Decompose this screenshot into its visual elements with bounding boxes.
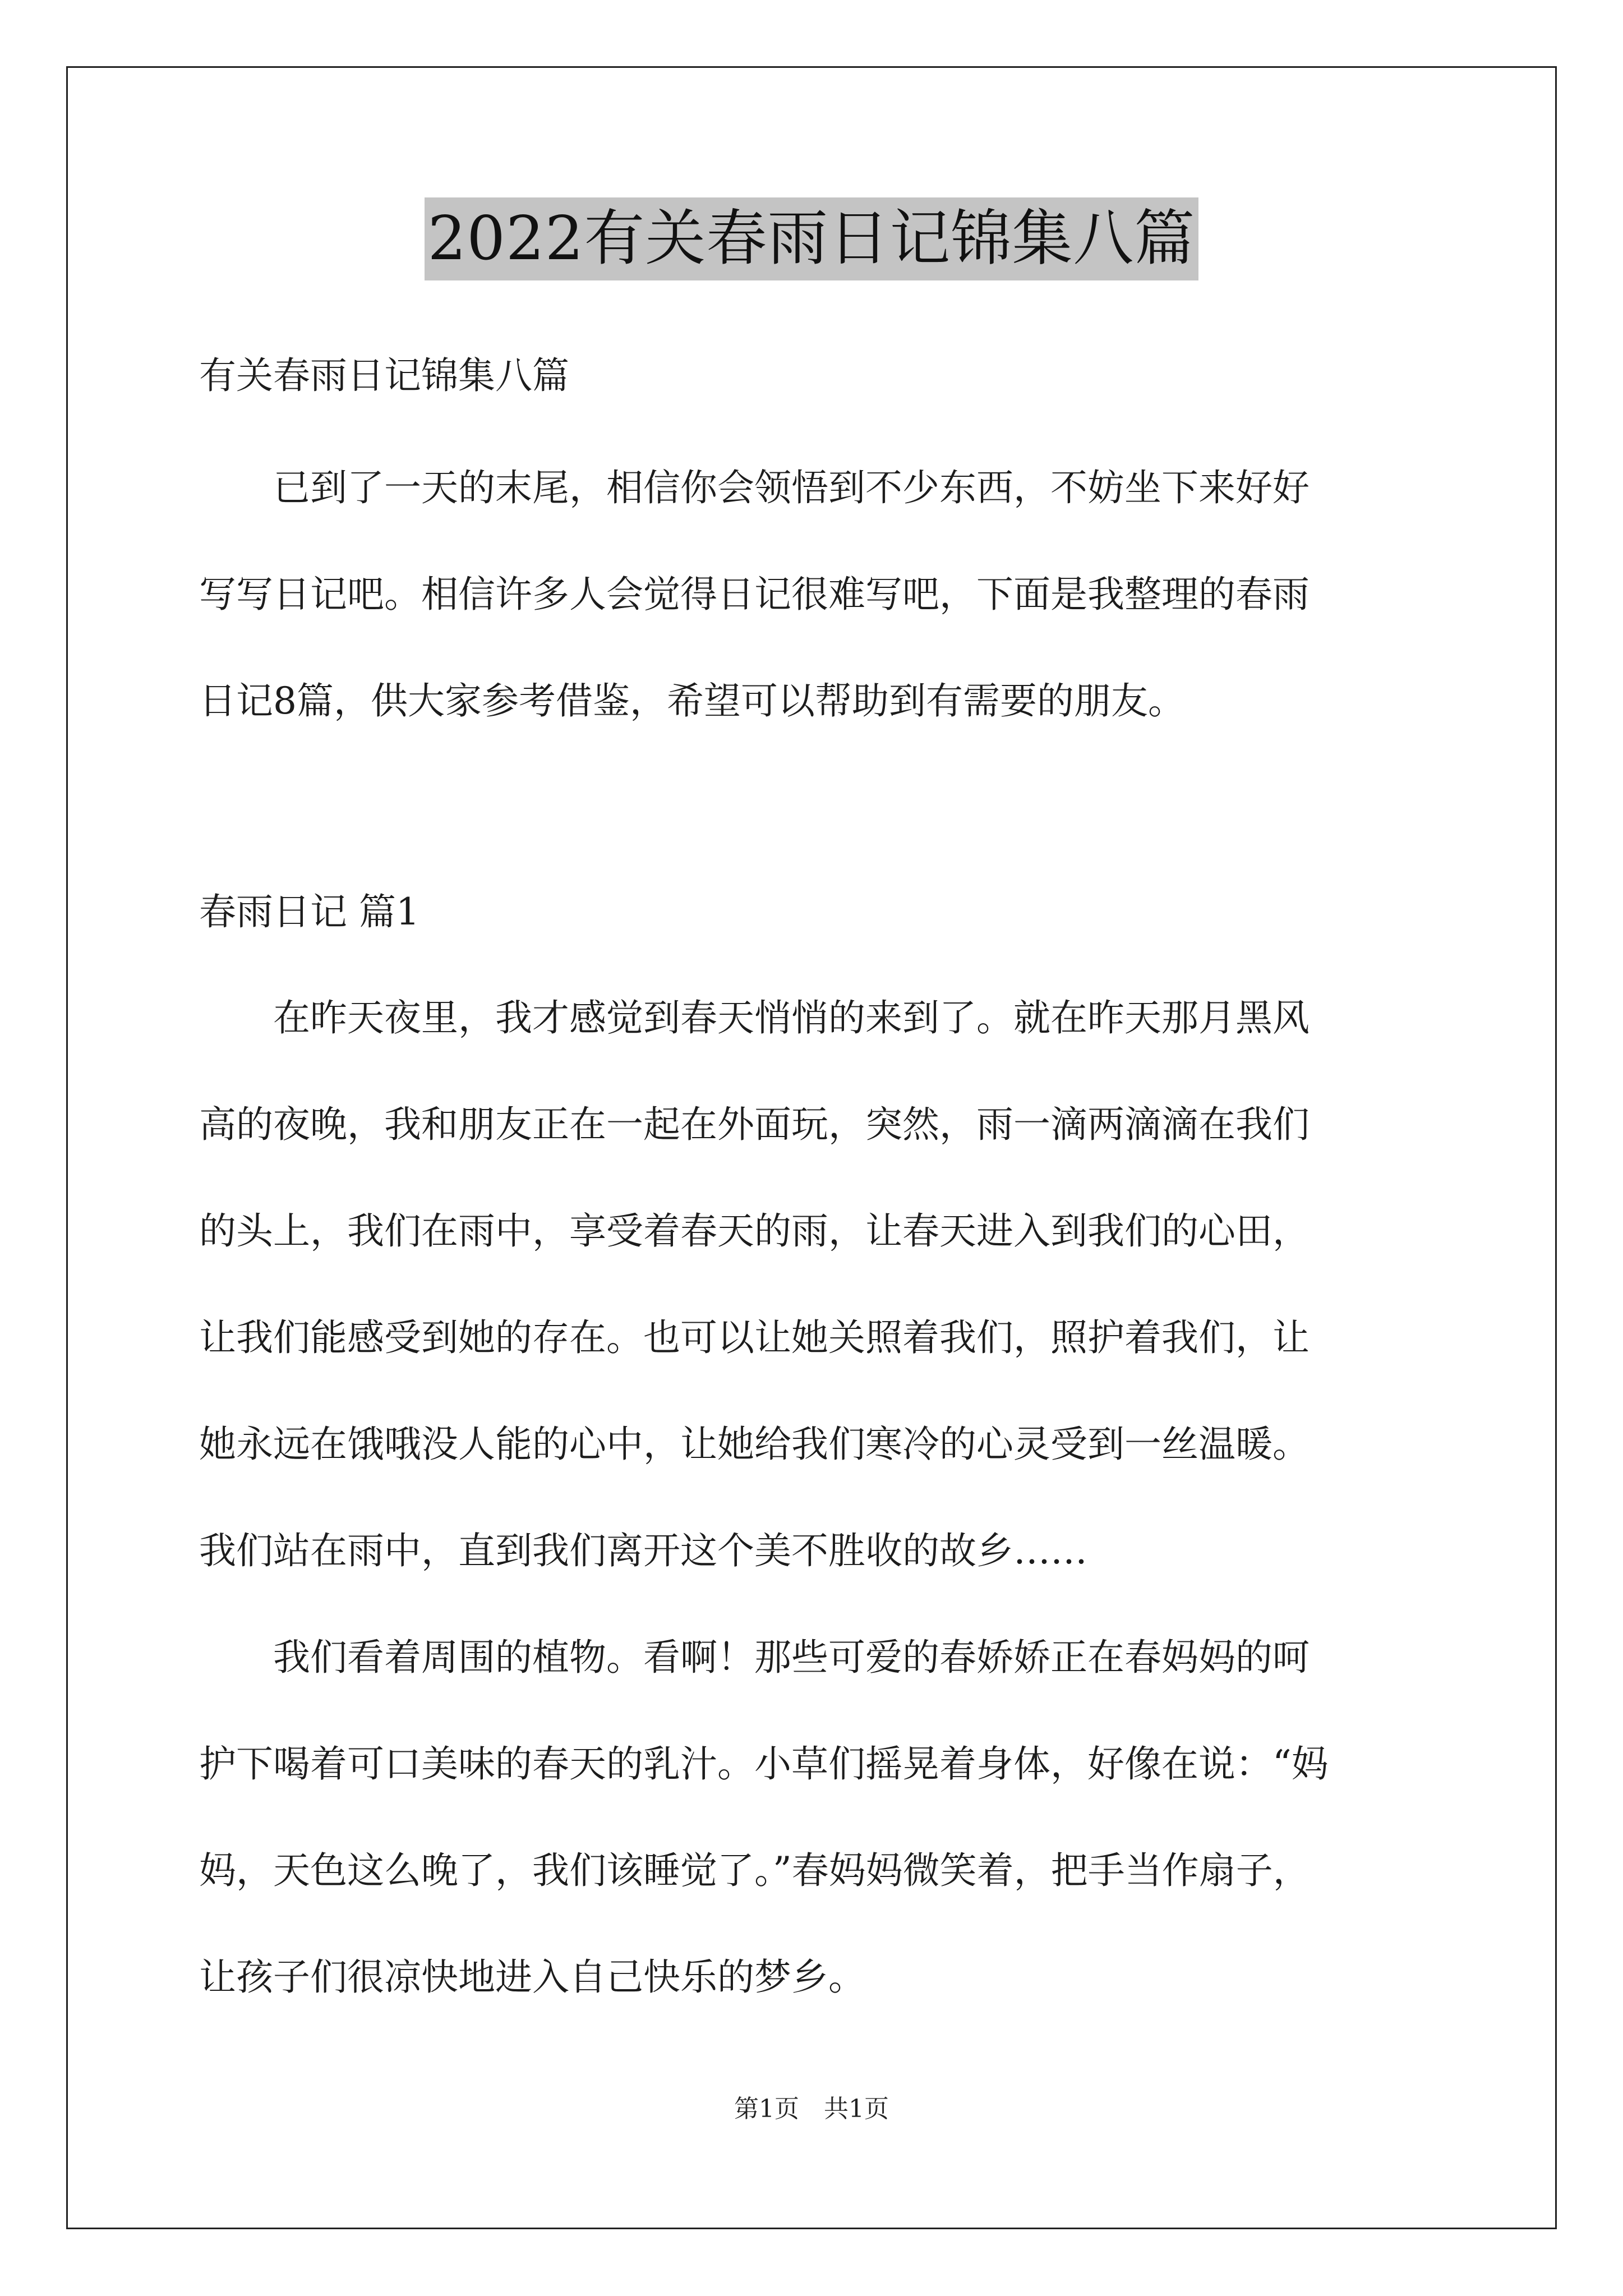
body-line-6: 我们站在雨中，直到我们离开这个美不胜收的故乡…… bbox=[199, 1529, 1087, 1572]
page-footer: 第1页 共1页 bbox=[734, 2095, 889, 2123]
body-line-5: 她永远在饿哦没人能的心中，让她给我们寒冷的心灵受到一丝温暖。 bbox=[199, 1423, 1310, 1466]
title-container bbox=[0, 197, 1623, 280]
document-title: 2022有关春雨日记锦集八篇 bbox=[425, 197, 1199, 280]
intro-line-3: 日记8篇，供大家参考借鉴，希望可以帮助到有需要的朋友。 bbox=[199, 679, 1185, 723]
body-line-10: 让孩子们很凉快地进入自己快乐的梦乡。 bbox=[199, 1955, 865, 1999]
body-line-1: 在昨天夜里，我才感觉到春天悄悄的来到了。就在昨天那月黑风 bbox=[199, 996, 1310, 1039]
section-heading: 春雨日记 篇1 bbox=[199, 890, 419, 933]
intro-line-2: 写写日记吧。相信许多人会觉得日记很难写吧，下面是我整理的春雨 bbox=[199, 573, 1310, 616]
document-subtitle: 有关春雨日记锦集八篇 bbox=[199, 354, 569, 397]
body-line-8: 护下喝着可口美味的春天的乳汁。小草们摇晃着身体，好像在说：“妈 bbox=[199, 1742, 1329, 1786]
body-line-9: 妈，天色这么晚了，我们该睡觉了。”春妈妈微笑着，把手当作扇子， bbox=[199, 1849, 1310, 1892]
body-line-7: 我们看着周围的植物。看啊！那些可爱的春娇娇正在春妈妈的呵 bbox=[199, 1636, 1310, 1679]
body-line-4: 让我们能感受到她的存在。也可以让她关照着我们，照护着我们，让 bbox=[199, 1316, 1310, 1359]
body-line-2: 高的夜晚，我和朋友正在一起在外面玩，突然，雨一滴两滴滴在我们 bbox=[199, 1103, 1310, 1146]
intro-line-1: 已到了一天的末尾，相信你会领悟到不少东西，不妨坐下来好好 bbox=[199, 466, 1310, 509]
body-line-3: 的头上，我们在雨中，享受着春天的雨，让春天进入到我们的心田， bbox=[199, 1209, 1310, 1253]
